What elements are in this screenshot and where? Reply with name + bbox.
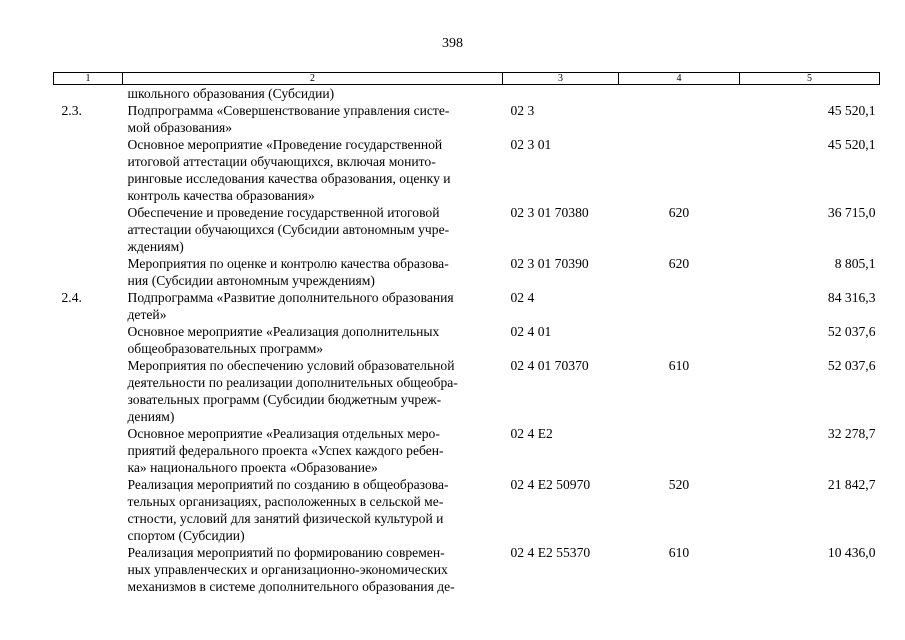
- row-target-article: 02 3: [510, 103, 535, 118]
- row-name: [123, 85, 503, 103]
- row-name-line: приятий федерального проекта «Успех каждого ребен-: [127, 443, 444, 458]
- row-expense-type: [619, 323, 740, 357]
- row-name-line: Подпрограмма «Развитие дополнительного образования: [127, 290, 454, 305]
- row-name-line: деятельности по реализации дополнительных общеобра-: [127, 375, 458, 390]
- row-name-line: ния (Субсидии автономным учреждениям): [127, 273, 375, 288]
- row-amount: 21 842,7: [827, 477, 876, 492]
- row-name-line: ных управленческих и организационно-экономических: [127, 562, 448, 577]
- row-name-line: общеобразовательных программ»: [127, 341, 324, 356]
- row-name: [123, 289, 503, 323]
- page-number: 398: [442, 36, 463, 51]
- row-amount: 36 715,0: [827, 205, 876, 220]
- row-number: [54, 357, 123, 425]
- row-name-line: дениям): [127, 409, 175, 424]
- row-amount: 32 278,7: [827, 426, 876, 441]
- row-name: [123, 136, 503, 204]
- row-expense-type: [619, 136, 740, 204]
- row-name-line: Мероприятия по обеспечению условий образовательной: [127, 358, 455, 373]
- row-expense-type: 620: [668, 205, 690, 220]
- row-name: [123, 204, 503, 255]
- table-row: [54, 255, 880, 289]
- row-name: [123, 476, 503, 544]
- row-name-line: детей»: [127, 307, 167, 322]
- row-amount: 10 436,0: [827, 545, 876, 560]
- row-name: [123, 357, 503, 425]
- row-name-line: ринговые исследования качества образования, оценку и: [127, 171, 451, 186]
- row-name-line: школьного образования (Субсидии): [127, 86, 335, 101]
- row-expense-type: [619, 85, 740, 103]
- row-number: [54, 204, 123, 255]
- row-name: [123, 102, 503, 136]
- row-name-line: Основное мероприятие «Реализация дополнительных: [127, 324, 440, 339]
- row-name: [123, 425, 503, 476]
- header-col-3: 3: [503, 73, 619, 85]
- row-amount: 52 037,6: [827, 358, 876, 373]
- row-number: [54, 323, 123, 357]
- row-name-line: ждениям): [127, 239, 184, 254]
- row-target-article: 02 4 E2 55370: [510, 545, 591, 560]
- row-amount: 84 316,3: [827, 290, 876, 305]
- row-number: [54, 425, 123, 476]
- row-name-line: итоговой аттестации обучающихся, включая монито-: [127, 154, 436, 169]
- row-name-line: Обеспечение и проведение государственной итоговой: [127, 205, 440, 220]
- row-name-line: ка» национального проекта «Образование»: [127, 460, 378, 475]
- budget-table: [53, 72, 880, 595]
- row-target-article: [503, 85, 619, 103]
- table-row: [54, 136, 880, 204]
- row-target-article: 02 4 01 70370: [510, 358, 589, 373]
- table-header: [54, 73, 880, 85]
- row-name: [123, 323, 503, 357]
- row-expense-type: [619, 289, 740, 323]
- row-name-line: аттестации обучающихся (Субсидии автономным учре-: [127, 222, 450, 237]
- row-name-line: зовательных программ (Субсидии бюджетным учреж-: [127, 392, 442, 407]
- header-row: [54, 73, 880, 85]
- row-amount: 8 805,1: [834, 256, 876, 271]
- row-name-line: спортом (Субсидии): [127, 528, 245, 543]
- table-row: [54, 357, 880, 425]
- row-expense-type: 620: [668, 256, 690, 271]
- table-row: [54, 323, 880, 357]
- header-col-5: 5: [740, 73, 880, 85]
- row-name-line: Подпрограмма «Совершенствование управления систе-: [127, 103, 450, 118]
- row-number: [54, 85, 123, 103]
- row-number: [54, 476, 123, 544]
- row-target-article: 02 4 01: [510, 324, 552, 339]
- table-row: [54, 476, 880, 544]
- row-expense-type: 610: [668, 358, 690, 373]
- row-expense-type: 520: [668, 477, 690, 492]
- row-name-line: Основное мероприятие «Проведение государственной: [127, 137, 443, 152]
- row-expense-type: [619, 102, 740, 136]
- table-row: [54, 544, 880, 595]
- row-target-article: 02 4 E2: [510, 426, 553, 441]
- row-amount: 52 037,6: [827, 324, 876, 339]
- row-target-article: 02 4: [510, 290, 535, 305]
- row-amount: 45 520,1: [827, 103, 876, 118]
- row-name-line: Реализация мероприятий по формированию современ-: [127, 545, 445, 560]
- table-row: [54, 204, 880, 255]
- row-target-article: 02 4 E2 50970: [510, 477, 591, 492]
- row-amount: 45 520,1: [827, 137, 876, 152]
- row-name: [123, 544, 503, 595]
- row-number: 2.3.: [61, 103, 82, 118]
- row-expense-type: [619, 425, 740, 476]
- row-name-line: мой образования»: [127, 120, 233, 135]
- table-row: [54, 85, 880, 103]
- row-name: [123, 255, 503, 289]
- row-expense-type: 610: [668, 545, 690, 560]
- row-name-line: Реализация мероприятий по созданию в общеобразова-: [127, 477, 449, 492]
- row-target-article: 02 3 01: [510, 137, 552, 152]
- row-name-line: тельных организациях, расположенных в сельской ме-: [127, 494, 444, 509]
- header-col-4: 4: [619, 73, 740, 85]
- row-target-article: 02 3 01 70390: [510, 256, 589, 271]
- table-row: [54, 425, 880, 476]
- row-number: [54, 136, 123, 204]
- row-name-line: Основное мероприятие «Реализация отдельных меро-: [127, 426, 440, 441]
- table-body: [54, 85, 880, 596]
- row-name-line: Мероприятия по оценке и контролю качества образова-: [127, 256, 449, 271]
- row-target-article: 02 3 01 70380: [510, 205, 589, 220]
- header-col-1: 1: [54, 73, 123, 85]
- row-number: [54, 544, 123, 595]
- row-number: 2.4.: [61, 290, 82, 305]
- table-row: [54, 289, 880, 323]
- header-col-2: 2: [123, 73, 503, 85]
- row-name-line: контроль качества образования»: [127, 188, 315, 203]
- row-number: [54, 255, 123, 289]
- row-amount: [740, 85, 880, 103]
- row-name-line: механизмов в системе дополнительного образования де-: [127, 579, 455, 594]
- row-name-line: стности, условий для занятий физической культурой и: [127, 511, 444, 526]
- table-row: [54, 102, 880, 136]
